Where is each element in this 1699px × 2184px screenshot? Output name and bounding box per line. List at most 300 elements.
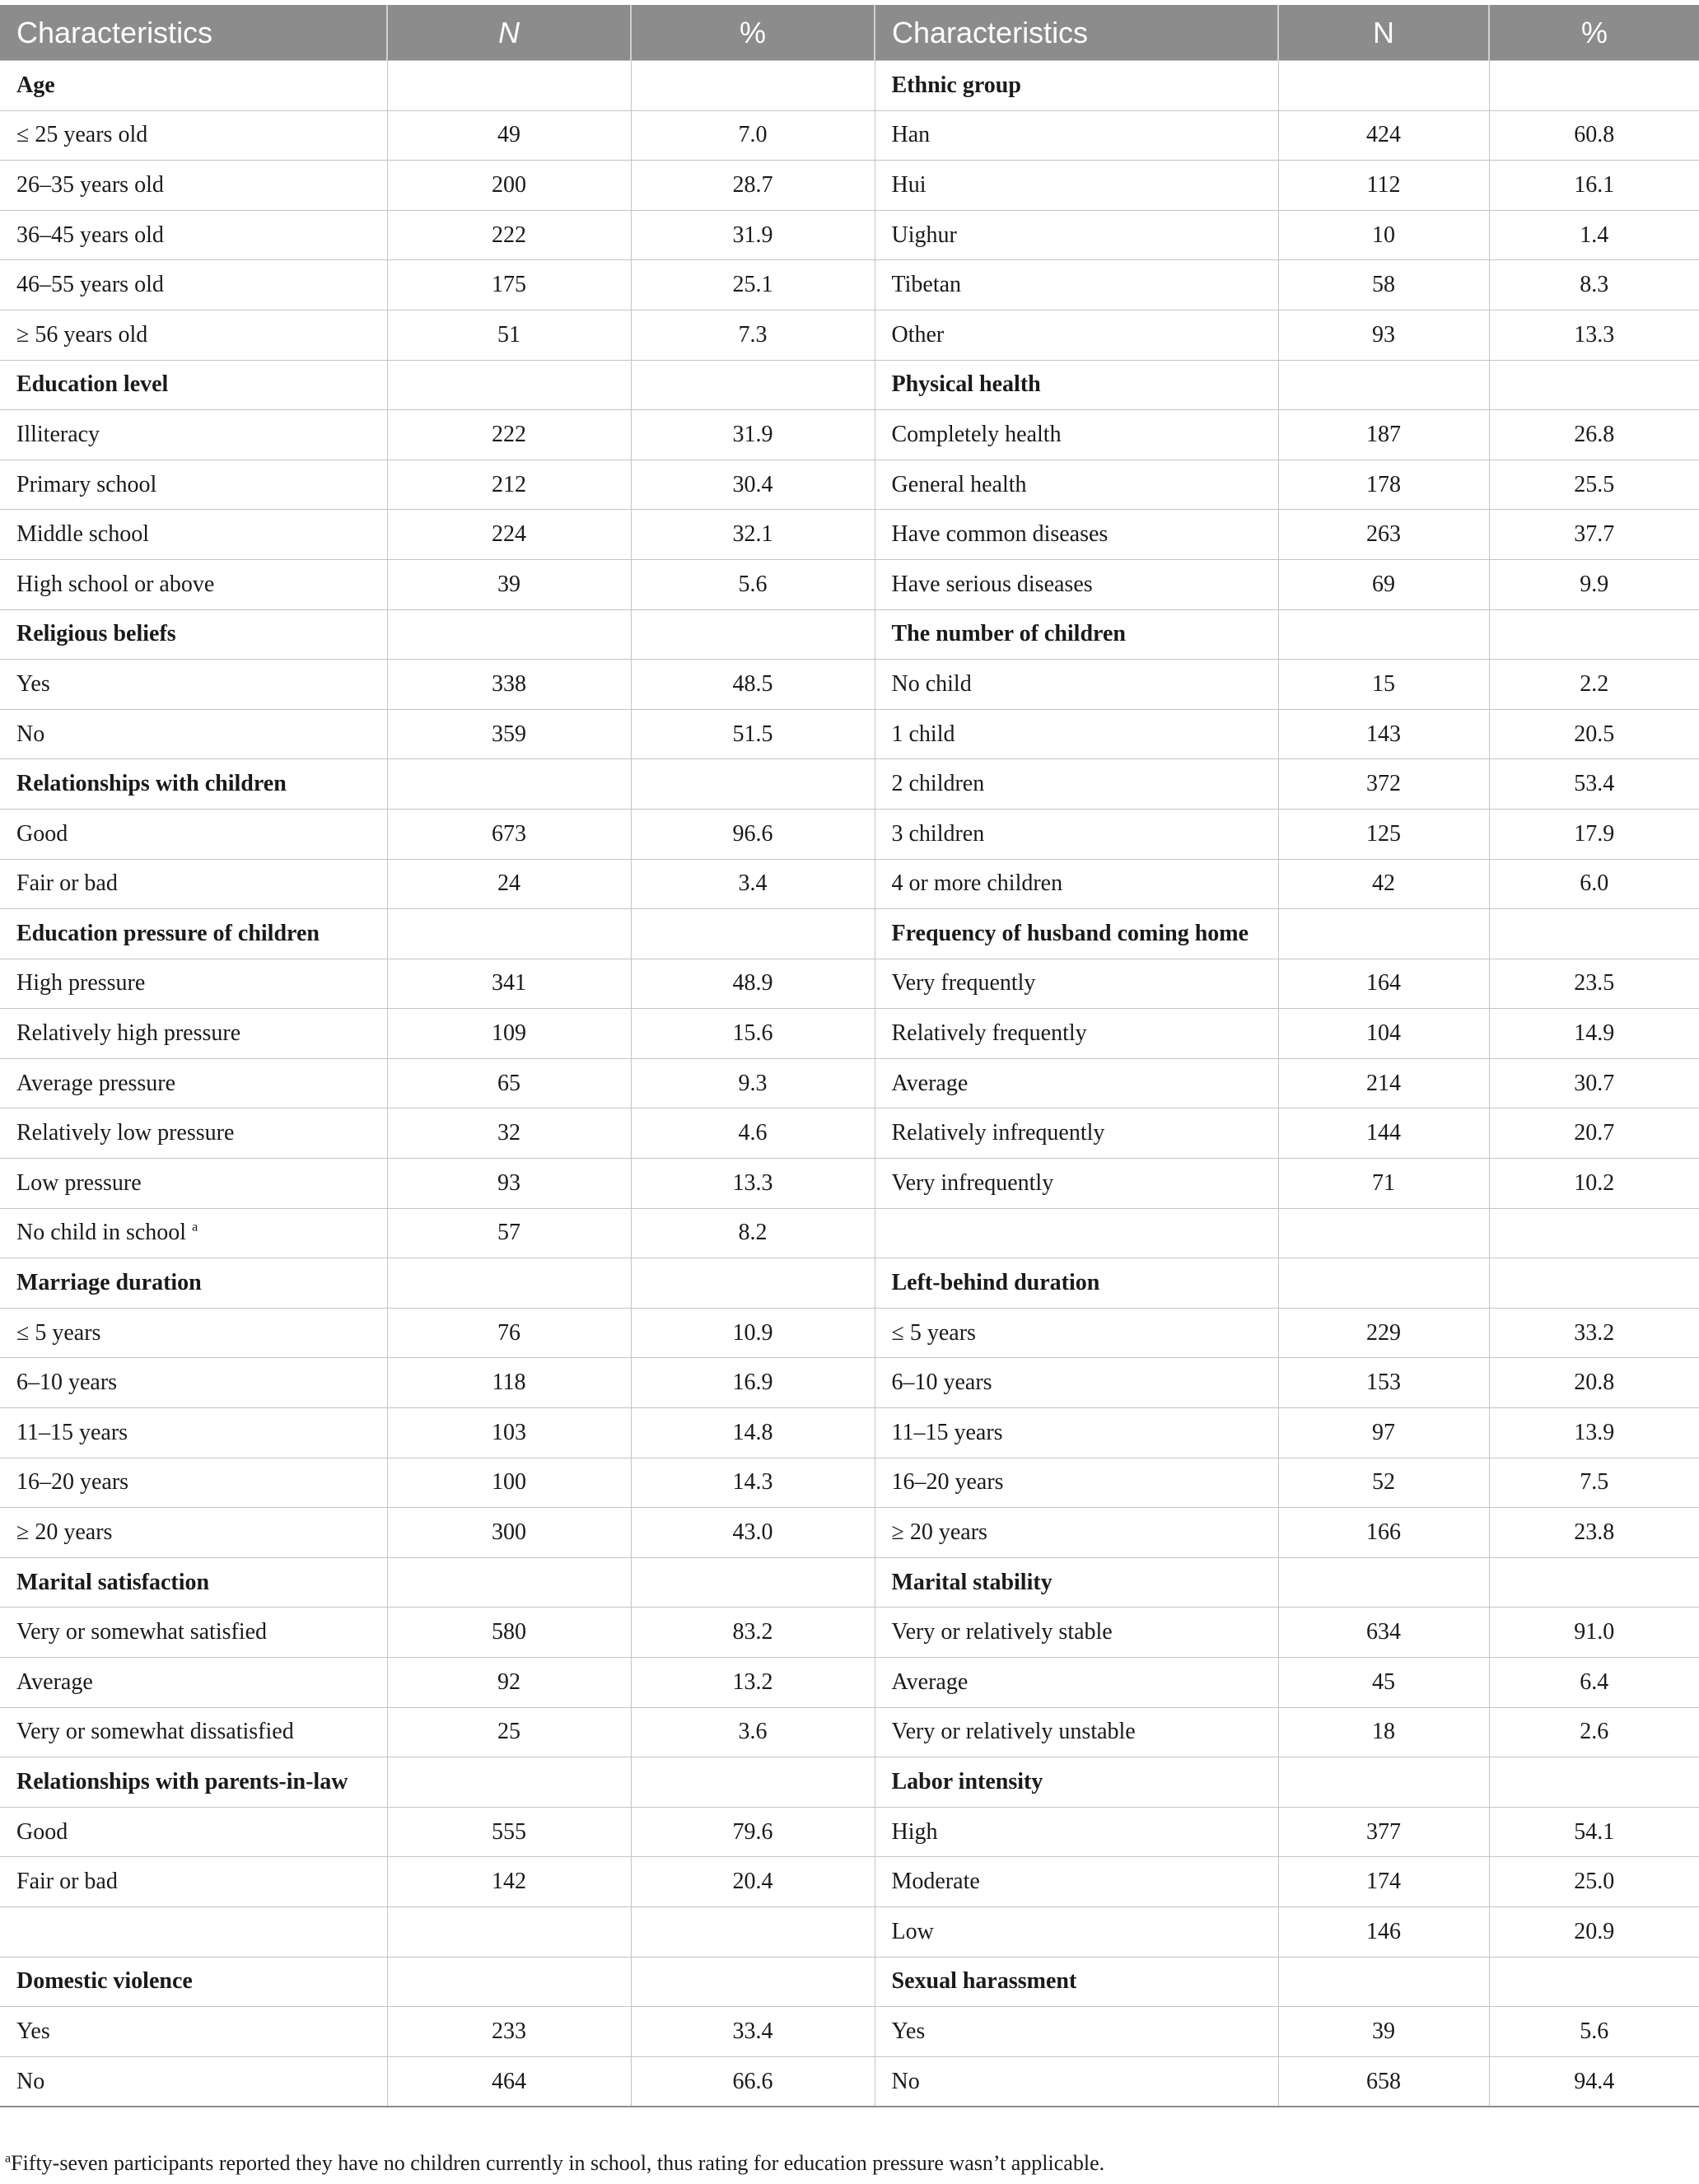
table-header xyxy=(0,5,1699,61)
cell-text: 14.8 xyxy=(732,1419,773,1445)
cell-left-percent xyxy=(631,1058,875,1108)
cell-text: 634 xyxy=(1366,1619,1401,1645)
cell-left-n xyxy=(387,310,631,360)
cell-text: 92 xyxy=(497,1668,520,1695)
cell-text: Very or somewhat satisfied xyxy=(16,1619,268,1645)
cell-right-percent xyxy=(1489,609,1699,660)
cell-text: 60.8 xyxy=(1574,122,1615,148)
cell-right-n xyxy=(1278,110,1489,161)
cell-text: 7.0 xyxy=(738,122,768,148)
cell-text: 25.5 xyxy=(1574,471,1615,497)
cell-right-label xyxy=(875,410,1278,460)
cell-right-n xyxy=(1278,260,1489,310)
cell-right-label xyxy=(875,1557,1278,1608)
cell-text: Yes xyxy=(891,2018,926,2044)
cell-left-label xyxy=(0,360,387,410)
cell-text: Very or relatively stable xyxy=(891,1619,1113,1645)
cell-text: 100 xyxy=(492,1469,526,1496)
cell-text: 52 xyxy=(1372,1469,1395,1496)
table-row xyxy=(0,1707,1699,1757)
cell-text: 103 xyxy=(492,1419,526,1445)
cell-right-n xyxy=(1278,1458,1489,1508)
cell-left-percent xyxy=(631,510,875,560)
cell-left-percent xyxy=(631,410,875,460)
cell-text: Sexual harassment xyxy=(891,1968,1077,1995)
cell-text: Average xyxy=(891,1668,969,1695)
cell-left-percent xyxy=(631,1857,875,1907)
cell-text: 2.6 xyxy=(1580,1719,1609,1745)
cell-left-n xyxy=(387,1308,631,1358)
cell-left-label xyxy=(0,161,387,211)
cell-left-label xyxy=(0,1707,387,1757)
cell-left-label xyxy=(0,1108,387,1159)
cell-left-percent xyxy=(631,1807,875,1857)
table-row xyxy=(0,1058,1699,1108)
cell-left-label xyxy=(0,859,387,909)
cell-left-n xyxy=(387,1608,631,1658)
table-row xyxy=(0,2056,1699,2107)
cell-left-percent xyxy=(631,1358,875,1408)
cell-text: 16.1 xyxy=(1574,171,1615,198)
cell-text: 9.3 xyxy=(738,1070,768,1096)
cell-right-label xyxy=(875,1009,1278,1059)
cell-left-percent xyxy=(631,1408,875,1458)
cell-text: 10.2 xyxy=(1574,1169,1615,1196)
cell-text: 13.9 xyxy=(1574,1419,1615,1445)
cell-right-label xyxy=(875,559,1278,609)
cell-right-n xyxy=(1278,809,1489,859)
cell-right-label xyxy=(875,1658,1278,1708)
cell-text: 93 xyxy=(497,1169,520,1196)
cell-text: Labor intensity xyxy=(891,1768,1043,1794)
cell-left-percent xyxy=(631,1458,875,1508)
cell-left-percent xyxy=(631,1957,875,2007)
cell-right-label xyxy=(875,210,1278,260)
cell-left-percent xyxy=(631,2007,875,2057)
table-row xyxy=(0,1557,1699,1608)
cell-text: 65 xyxy=(497,1070,520,1096)
cell-right-n xyxy=(1278,1108,1489,1159)
cell-right-label xyxy=(875,460,1278,510)
cell-right-n xyxy=(1278,1258,1489,1309)
cell-right-n xyxy=(1278,1358,1489,1408)
cell-text: Han xyxy=(891,122,931,148)
cell-text: 2.2 xyxy=(1580,670,1609,697)
cell-text: Very infrequently xyxy=(891,1169,1054,1196)
cell-left-n xyxy=(387,1906,631,1957)
cell-text: 341 xyxy=(492,970,526,996)
cell-left-label xyxy=(0,1857,387,1907)
cell-right-label xyxy=(875,709,1278,759)
cell-left-n xyxy=(387,709,631,759)
cell-right-label xyxy=(875,1807,1278,1857)
table-row xyxy=(0,161,1699,211)
characteristics-table xyxy=(0,5,1699,2107)
cell-text: 6.4 xyxy=(1580,1668,1609,1695)
cell-right-label xyxy=(875,1208,1278,1258)
cell-left-n xyxy=(387,609,631,660)
cell-text: 143 xyxy=(1366,721,1401,747)
cell-right-percent xyxy=(1489,1308,1699,1358)
cell-text: No xyxy=(16,721,45,747)
cell-text: Marital satisfaction xyxy=(16,1569,210,1595)
cell-left-n xyxy=(387,660,631,710)
cell-left-n xyxy=(387,2007,631,2057)
cell-text: Religious beliefs xyxy=(16,621,176,647)
table-row xyxy=(0,260,1699,310)
cell-right-label xyxy=(875,1258,1278,1309)
cell-text: 300 xyxy=(492,1519,526,1546)
cell-right-percent xyxy=(1489,1757,1699,1808)
cell-right-n xyxy=(1278,660,1489,710)
cell-text: Primary school xyxy=(16,471,157,497)
cell-left-label xyxy=(0,1208,387,1258)
cell-text: 658 xyxy=(1366,2068,1401,2094)
cell-right-n xyxy=(1278,1608,1489,1658)
cell-left-percent xyxy=(631,210,875,260)
cell-text: High school or above xyxy=(16,571,215,597)
cell-text: Tibetan xyxy=(891,272,962,298)
cell-text: Middle school xyxy=(16,521,149,548)
cell-left-n xyxy=(387,559,631,609)
cell-text: 25.0 xyxy=(1574,1869,1615,1895)
cell-text: 54.1 xyxy=(1574,1818,1615,1845)
cell-left-percent xyxy=(631,1557,875,1608)
cell-text: 76 xyxy=(497,1319,520,1346)
cell-left-percent xyxy=(631,360,875,410)
cell-text: Have serious diseases xyxy=(891,571,1093,597)
cell-text: High xyxy=(891,1818,938,1845)
cell-text: 338 xyxy=(492,670,526,697)
cell-left-percent xyxy=(631,2056,875,2107)
cell-text: 48.5 xyxy=(732,670,773,697)
cell-text: 26.8 xyxy=(1574,421,1615,447)
cell-left-label xyxy=(0,210,387,260)
cell-text: 144 xyxy=(1366,1120,1401,1146)
cell-right-label xyxy=(875,61,1278,111)
cell-right-label xyxy=(875,859,1278,909)
table-row xyxy=(0,410,1699,460)
cell-left-percent xyxy=(631,310,875,360)
cell-text: Fair or bad xyxy=(16,1869,118,1895)
cell-left-label xyxy=(0,959,387,1009)
cell-text: 46–55 years old xyxy=(16,272,164,298)
cell-text: 4 or more children xyxy=(891,870,1063,897)
cell-right-percent xyxy=(1489,110,1699,161)
header-characteristics-left: Characteristics xyxy=(0,5,387,61)
cell-right-label xyxy=(875,609,1278,660)
cell-text: 174 xyxy=(1366,1869,1401,1895)
cell-text: No child xyxy=(891,670,972,697)
cell-text: Good xyxy=(16,1818,68,1845)
cell-text: 20.8 xyxy=(1574,1370,1615,1396)
cell-left-n xyxy=(387,1458,631,1508)
cell-left-percent xyxy=(631,1757,875,1808)
cell-text: 13.3 xyxy=(1574,321,1615,348)
cell-text: 51.5 xyxy=(732,721,773,747)
cell-left-label xyxy=(0,1458,387,1508)
cell-text: Low xyxy=(891,1918,934,1944)
cell-text: 96.6 xyxy=(732,820,773,847)
cell-right-n xyxy=(1278,360,1489,410)
cell-text: 20.5 xyxy=(1574,721,1615,747)
cell-right-label xyxy=(875,510,1278,560)
cell-text: 20.4 xyxy=(732,1869,773,1895)
cell-left-label xyxy=(0,559,387,609)
cell-right-label xyxy=(875,1757,1278,1808)
cell-text: 26–35 years old xyxy=(16,171,164,198)
cell-text: Low pressure xyxy=(16,1169,142,1196)
cell-right-label xyxy=(875,360,1278,410)
table-row xyxy=(0,310,1699,360)
cell-text: 45 xyxy=(1372,1668,1395,1695)
cell-text: Average xyxy=(891,1070,969,1096)
cell-left-n xyxy=(387,210,631,260)
cell-text: 39 xyxy=(1372,2018,1395,2044)
cell-text: 33.2 xyxy=(1574,1319,1615,1346)
cell-text: 39 xyxy=(497,571,520,597)
cell-text: 178 xyxy=(1366,471,1401,497)
cell-text: Relationships with children xyxy=(16,771,287,797)
cell-text: Education pressure of children xyxy=(16,920,320,946)
cell-right-percent xyxy=(1489,1707,1699,1757)
cell-text: Have common diseases xyxy=(891,521,1109,548)
cell-left-label xyxy=(0,310,387,360)
cell-right-n xyxy=(1278,2007,1489,2057)
cell-right-percent xyxy=(1489,310,1699,360)
cell-right-percent xyxy=(1489,1159,1699,1209)
cell-right-n xyxy=(1278,61,1489,111)
cell-right-label xyxy=(875,809,1278,859)
cell-text: 14.3 xyxy=(732,1469,773,1496)
cell-left-percent xyxy=(631,1906,875,1957)
cell-right-n xyxy=(1278,210,1489,260)
cell-left-percent xyxy=(631,1508,875,1558)
cell-right-n xyxy=(1278,1557,1489,1608)
cell-left-n xyxy=(387,1707,631,1757)
cell-left-percent xyxy=(631,609,875,660)
cell-text: 187 xyxy=(1366,421,1401,447)
cell-text: 9.9 xyxy=(1580,571,1609,597)
table-footnote xyxy=(5,2151,1104,2176)
cell-left-label xyxy=(0,1906,387,1957)
cell-text: 10 xyxy=(1372,222,1395,248)
table-row xyxy=(0,859,1699,909)
cell-right-label xyxy=(875,1058,1278,1108)
cell-left-label xyxy=(0,2056,387,2107)
cell-right-label xyxy=(875,1857,1278,1907)
cell-left-n xyxy=(387,1807,631,1857)
cell-right-percent xyxy=(1489,1658,1699,1708)
cell-right-n xyxy=(1278,1508,1489,1558)
cell-text: 214 xyxy=(1366,1070,1401,1096)
cell-right-n xyxy=(1278,2056,1489,2107)
cell-right-label xyxy=(875,1458,1278,1508)
cell-right-percent xyxy=(1489,1906,1699,1957)
cell-text: 125 xyxy=(1366,820,1401,847)
cell-text: 36–45 years old xyxy=(16,222,164,248)
cell-right-percent xyxy=(1489,1408,1699,1458)
cell-left-percent xyxy=(631,110,875,161)
cell-right-percent xyxy=(1489,709,1699,759)
cell-text: Average xyxy=(16,1668,93,1695)
cell-text: Hui xyxy=(891,171,927,198)
cell-text: 377 xyxy=(1366,1818,1401,1845)
cell-text: 142 xyxy=(492,1869,526,1895)
footnote-text: Fifty-seven participants reported they have no children currently in school, thus rating for education pressure wasn’t applicable. xyxy=(11,2151,1105,2175)
cell-text: 16–20 years xyxy=(16,1469,129,1496)
cell-text: 222 xyxy=(492,421,526,447)
cell-left-n xyxy=(387,1108,631,1159)
cell-text: 580 xyxy=(492,1619,526,1645)
cell-text: 13.2 xyxy=(732,1668,773,1695)
cell-text: 30.4 xyxy=(732,471,773,497)
cell-text: 32 xyxy=(497,1120,520,1146)
cell-right-label xyxy=(875,1108,1278,1159)
cell-text: 200 xyxy=(492,171,526,198)
cell-text: 4.6 xyxy=(738,1120,768,1146)
cell-left-label xyxy=(0,1508,387,1558)
cell-left-label xyxy=(0,110,387,161)
table-row xyxy=(0,1957,1699,2007)
cell-text: Completely health xyxy=(891,421,1062,447)
cell-left-n xyxy=(387,360,631,410)
cell-text: Yes xyxy=(16,2018,50,2044)
cell-left-percent xyxy=(631,161,875,211)
cell-left-percent xyxy=(631,1707,875,1757)
cell-left-label xyxy=(0,1658,387,1708)
table-row xyxy=(0,460,1699,510)
cell-text: 43.0 xyxy=(732,1519,773,1546)
cell-text: 359 xyxy=(492,721,526,747)
cell-text: Uighur xyxy=(891,222,957,248)
table-row xyxy=(0,1757,1699,1808)
cell-right-n xyxy=(1278,1807,1489,1857)
cell-text: The number of children xyxy=(891,621,1126,647)
cell-text: General health xyxy=(891,471,1027,497)
cell-text: Relationships with parents-in-law xyxy=(16,1768,348,1794)
cell-text: Ethnic group xyxy=(891,72,1021,98)
cell-right-n xyxy=(1278,1707,1489,1757)
cell-right-label xyxy=(875,660,1278,710)
cell-left-percent xyxy=(631,859,875,909)
cell-text: 10.9 xyxy=(732,1319,773,1346)
cell-right-percent xyxy=(1489,759,1699,810)
cell-left-percent xyxy=(631,1159,875,1209)
cell-right-label xyxy=(875,2056,1278,2107)
cell-right-n xyxy=(1278,510,1489,560)
cell-text: Very frequently xyxy=(891,970,1036,996)
cell-text: 5.6 xyxy=(738,571,768,597)
cell-left-n xyxy=(387,61,631,111)
cell-text: 104 xyxy=(1366,1020,1401,1047)
cell-text: 11–15 years xyxy=(891,1419,1003,1445)
cell-right-percent xyxy=(1489,1957,1699,2007)
cell-right-percent xyxy=(1489,210,1699,260)
cell-left-percent xyxy=(631,559,875,609)
cell-text: 31.9 xyxy=(732,222,773,248)
cell-left-label xyxy=(0,1807,387,1857)
cell-left-percent xyxy=(631,61,875,111)
cell-text: 112 xyxy=(1366,171,1401,198)
cell-text: 20.9 xyxy=(1574,1918,1615,1944)
cell-right-percent xyxy=(1489,161,1699,211)
cell-right-n xyxy=(1278,859,1489,909)
table-row xyxy=(0,61,1699,111)
cell-text: Moderate xyxy=(891,1869,980,1895)
cell-right-percent xyxy=(1489,260,1699,310)
cell-text: 1 child xyxy=(891,721,955,747)
cell-text: ≤ 5 years xyxy=(891,1319,976,1346)
cell-right-percent xyxy=(1489,1358,1699,1408)
cell-text: Illiteracy xyxy=(16,421,100,447)
cell-text: 93 xyxy=(1372,321,1395,348)
cell-left-label xyxy=(0,1258,387,1309)
cell-right-percent xyxy=(1489,510,1699,560)
table-row xyxy=(0,1508,1699,1558)
cell-right-n xyxy=(1278,559,1489,609)
cell-right-percent xyxy=(1489,859,1699,909)
cell-right-n xyxy=(1278,609,1489,660)
cell-right-n xyxy=(1278,709,1489,759)
cell-text: 164 xyxy=(1366,970,1401,996)
cell-right-percent xyxy=(1489,1807,1699,1857)
cell-text: 222 xyxy=(492,222,526,248)
cell-text: Education level xyxy=(16,371,169,398)
cell-text: 51 xyxy=(497,321,520,348)
cell-right-n xyxy=(1278,1658,1489,1708)
cell-text: 94.4 xyxy=(1574,2068,1615,2094)
cell-text: 20.7 xyxy=(1574,1120,1615,1146)
cell-text: Yes xyxy=(16,670,50,697)
cell-left-n xyxy=(387,161,631,211)
cell-text: Relatively infrequently xyxy=(891,1120,1105,1146)
cell-right-percent xyxy=(1489,959,1699,1009)
header-percent-left: % xyxy=(631,5,875,61)
cell-right-label xyxy=(875,110,1278,161)
cell-right-label xyxy=(875,1159,1278,1209)
cell-left-n xyxy=(387,1358,631,1408)
table-row xyxy=(0,2007,1699,2057)
cell-left-label xyxy=(0,709,387,759)
cell-left-label xyxy=(0,1308,387,1358)
cell-right-n xyxy=(1278,759,1489,810)
cell-right-label xyxy=(875,260,1278,310)
table-row xyxy=(0,210,1699,260)
cell-text: 424 xyxy=(1366,122,1401,148)
cell-text: Average pressure xyxy=(16,1070,176,1096)
table-row xyxy=(0,1857,1699,1907)
cell-text: 212 xyxy=(492,471,526,497)
cell-right-percent xyxy=(1489,1458,1699,1508)
cell-text: 224 xyxy=(492,521,526,548)
cell-text: ≥ 20 years xyxy=(891,1519,987,1546)
cell-text: 53.4 xyxy=(1574,771,1615,797)
cell-text: 79.6 xyxy=(732,1818,773,1845)
cell-text: 42 xyxy=(1372,870,1395,897)
table-row xyxy=(0,660,1699,710)
cell-text: 233 xyxy=(492,2018,526,2044)
table-row xyxy=(0,759,1699,810)
cell-right-n xyxy=(1278,1308,1489,1358)
cell-right-n xyxy=(1278,1408,1489,1458)
cell-left-label xyxy=(0,909,387,959)
cell-text: Very or relatively unstable xyxy=(891,1719,1136,1745)
table-row xyxy=(0,1358,1699,1408)
cell-left-percent xyxy=(631,660,875,710)
cell-left-label xyxy=(0,660,387,710)
cell-text: 31.9 xyxy=(732,421,773,447)
